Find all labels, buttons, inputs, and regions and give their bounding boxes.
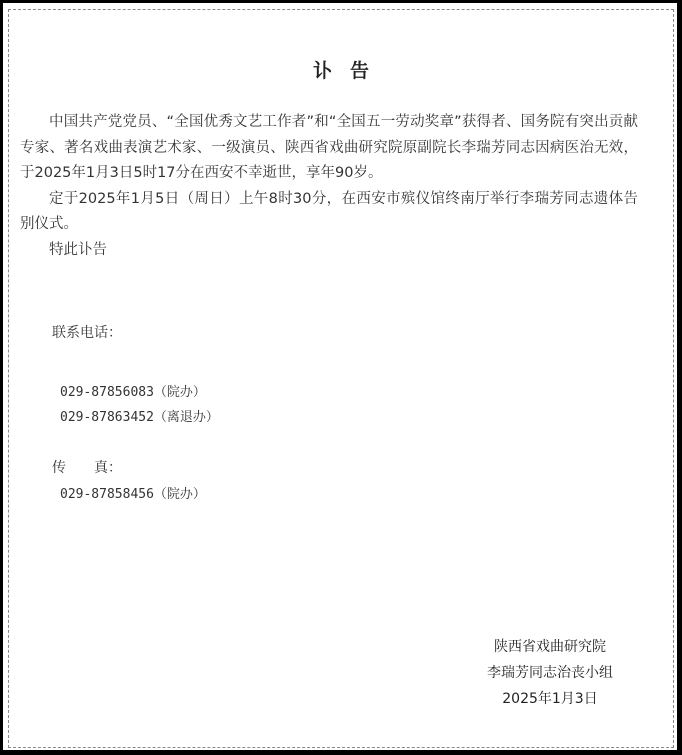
signature-block (470, 634, 630, 712)
phone-number-2: 029-87863452（离退办） (60, 410, 219, 425)
phone-number-1: 029-87856083（院办） (60, 385, 206, 400)
paragraph-ceremony: 定于2025年1月5日（周日）上午8时30分，在西安市殡仪馆终南厅举行李瑞芳同志遗体告别仪式。 (20, 190, 638, 232)
fax-number: 029-87858456（院办） (60, 487, 206, 502)
fax-label: 传 真： (52, 460, 122, 476)
paragraph-closing: 特此讣告 (49, 241, 107, 258)
paragraph-announcement: 中国共产党党员、“全国优秀文艺工作者”和“全国五一劳动奖章”获得者、国务院有突出贡献专家、著名戏曲表演艺术家、一级演员、陕西省戏曲研究院原副院长李瑞芳同志因病医治无效，于2025年1月3日5时17分在西安不幸逝世，享年90岁。 (20, 114, 638, 181)
phone-label: 联系电话： (52, 325, 122, 341)
notice-body (20, 110, 638, 263)
signature-committee: 李瑞芳同志治丧小组 (487, 665, 613, 681)
page-title: 讣告 (312, 60, 387, 82)
signature-date: 2025年1月3日 (502, 691, 598, 707)
signature-organization: 陕西省戏曲研究院 (494, 639, 606, 655)
